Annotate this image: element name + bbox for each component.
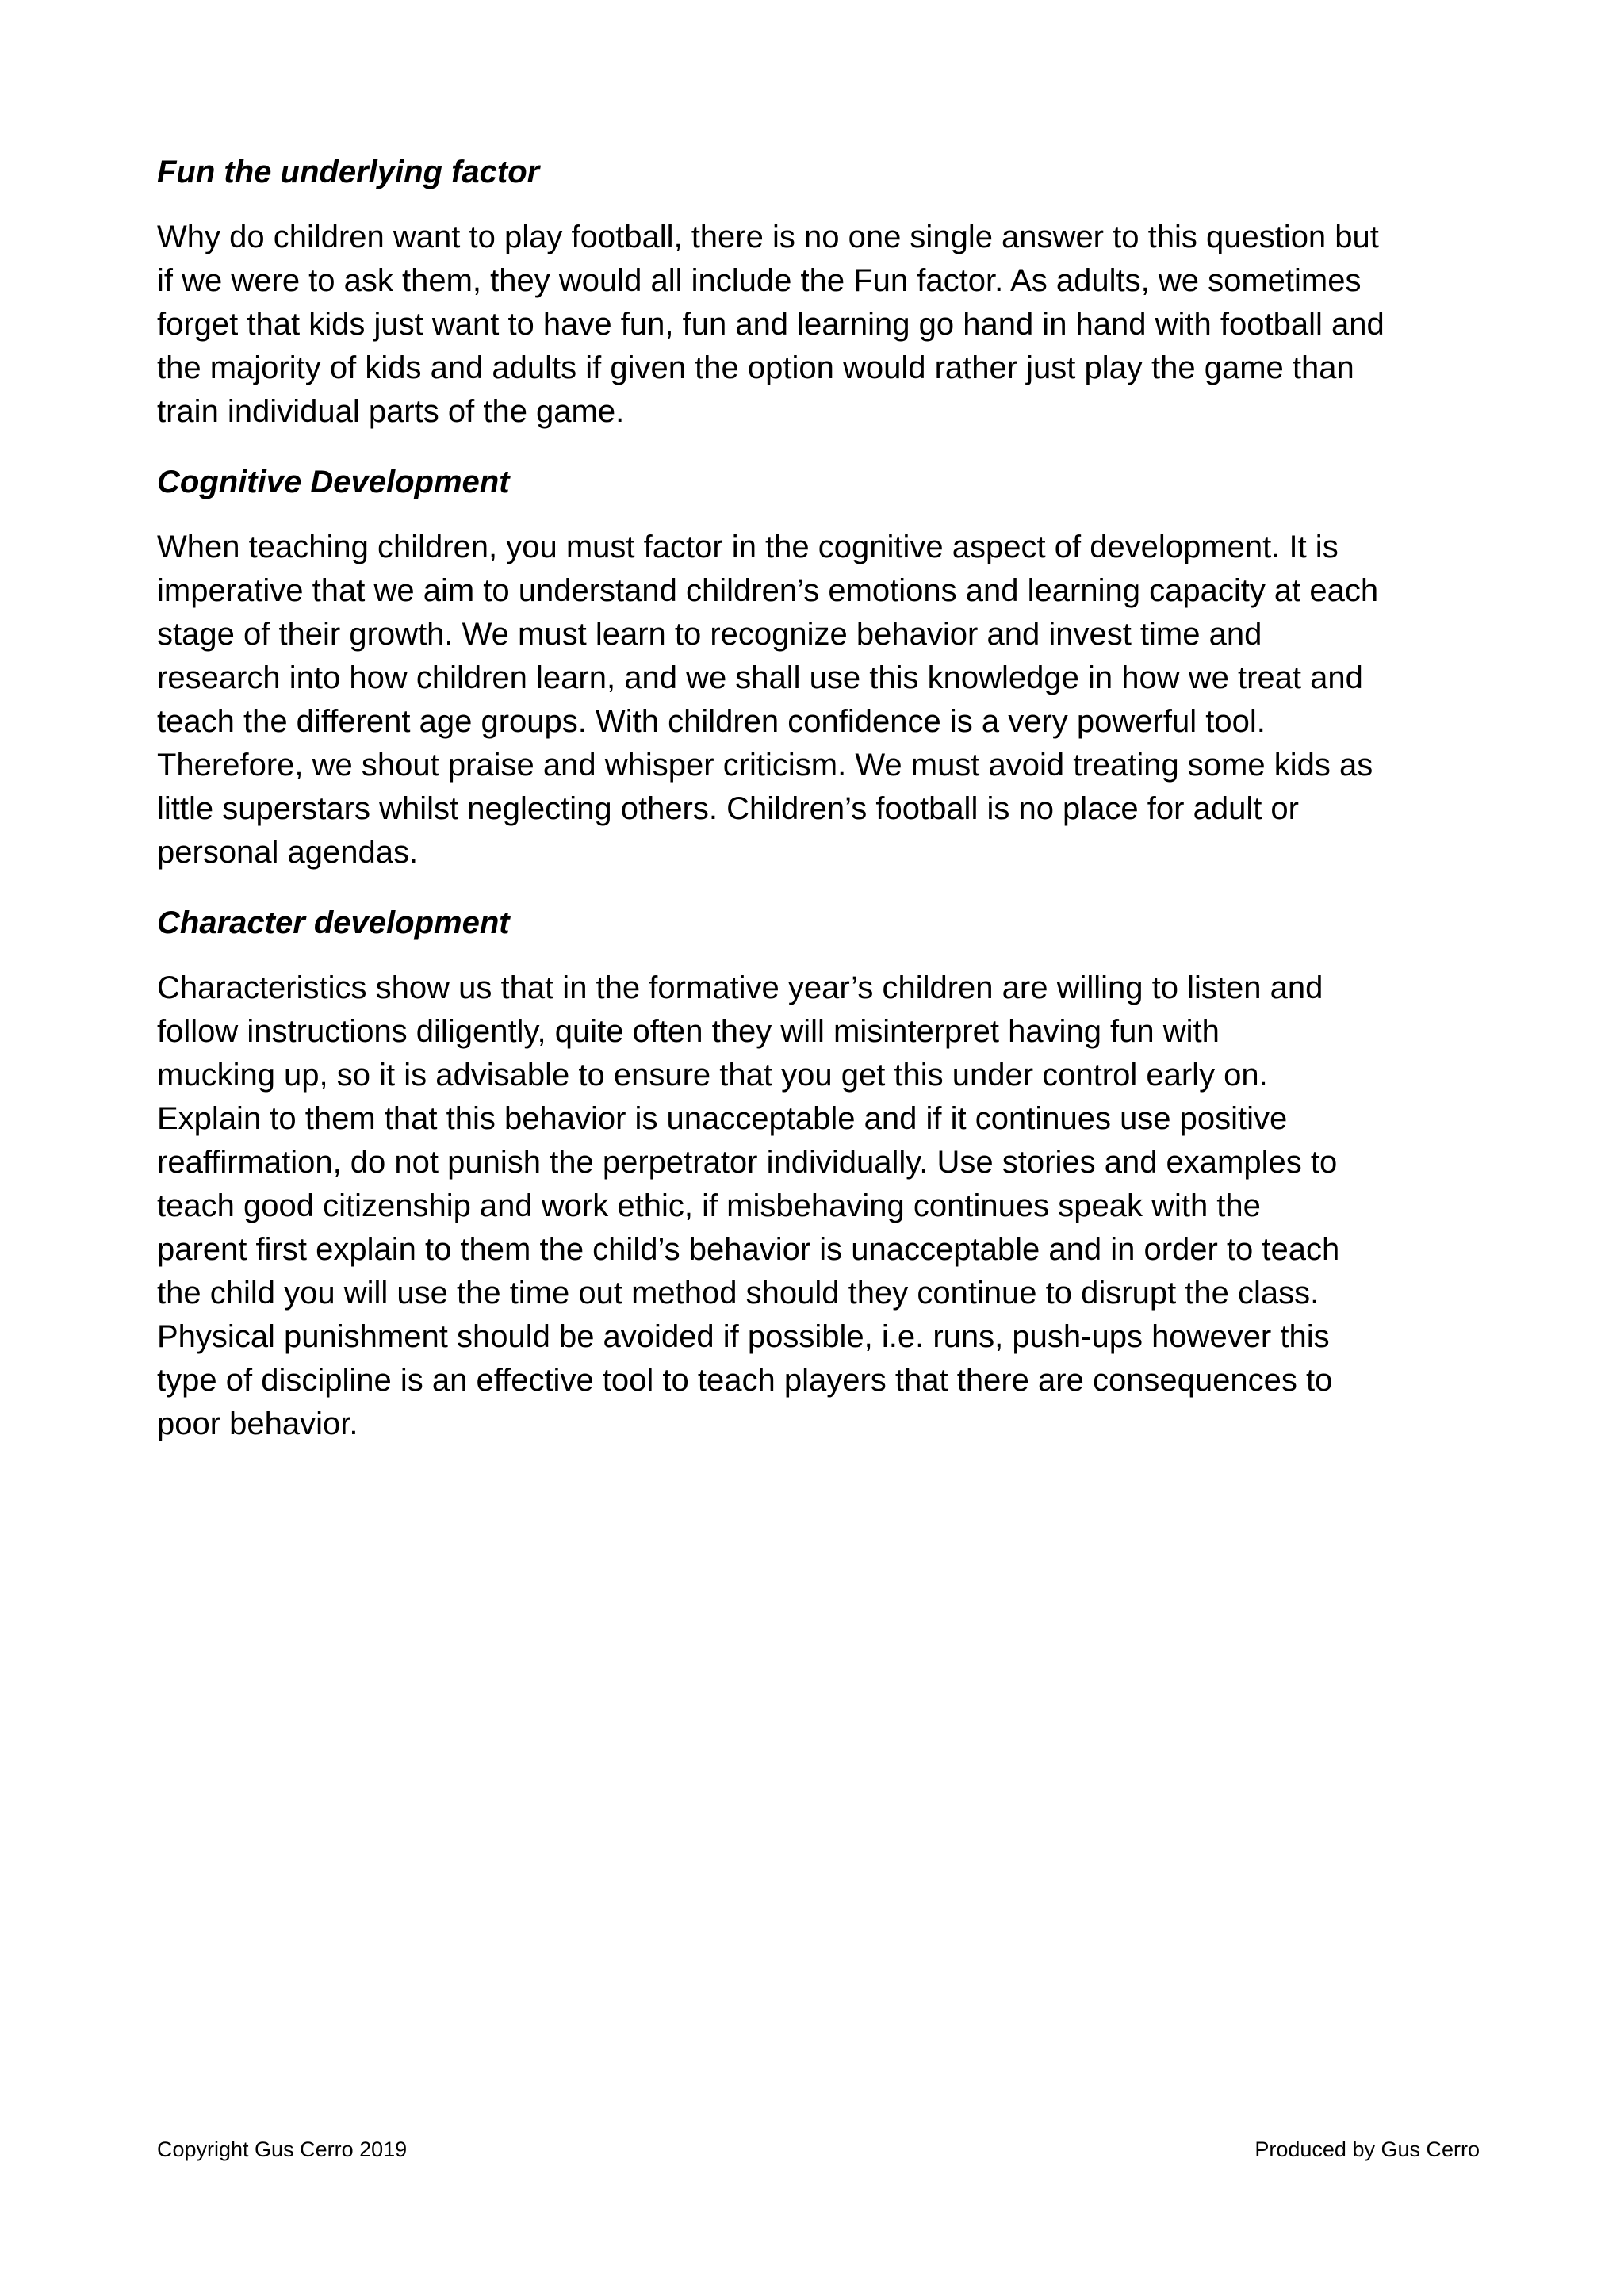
- body-line: Characteristics show us that in the formative year’s children are willing to listen and: [157, 970, 1323, 1005]
- body-line: teach the different age groups. With children confidence is a very powerful tool.: [157, 704, 1266, 739]
- footer-copyright: Copyright Gus Cerro 2019: [157, 2137, 408, 2161]
- body-line: When teaching children, you must factor in the cognitive aspect of development. It is: [157, 530, 1339, 564]
- body-line: the majority of kids and adults if given the option would rather just play the game than: [157, 350, 1354, 385]
- body-line: teach good citizenship and work ethic, if misbehaving continues speak with the: [157, 1188, 1261, 1223]
- section-body-cognitive: [157, 526, 1473, 874]
- body-line: Physical punishment should be avoided if possible, i.e. runs, push-ups however this: [157, 1319, 1330, 1354]
- body-line: parent first explain to them the child’s behavior is unacceptable and in order to teach: [157, 1232, 1340, 1267]
- body-line: poor behavior.: [157, 1406, 358, 1441]
- body-line: mucking up, so it is advisable to ensure that you get this under control early on.: [157, 1058, 1268, 1093]
- section-body-character: [157, 966, 1473, 1446]
- body-line: train individual parts of the game.: [157, 394, 625, 429]
- section-heading-fun: Fun the underlying factor: [157, 155, 540, 189]
- section-body-fun: [157, 216, 1473, 434]
- body-line: if we were to ask them, they would all include the Fun factor. As adults, we sometimes: [157, 263, 1362, 298]
- page-content: [157, 151, 1473, 1473]
- body-line: Therefore, we shout praise and whisper criticism. We must avoid treating some kids as: [157, 748, 1373, 783]
- body-line: forget that kids just want to have fun, fun and learning go hand in hand with football and: [157, 307, 1385, 342]
- section-heading-cognitive: Cognitive Development: [157, 465, 510, 499]
- body-line: imperative that we aim to understand children’s emotions and learning capacity at each: [157, 573, 1379, 608]
- body-line: reaffirmation, do not punish the perpetrator individually. Use stories and examples to: [157, 1145, 1338, 1180]
- body-line: research into how children learn, and we shall use this knowledge in how we treat and: [157, 660, 1363, 695]
- body-line: little superstars whilst neglecting others. Children’s football is no place for adult or: [157, 791, 1299, 826]
- footer-producer: Produced by Gus Cerro: [1254, 2137, 1480, 2161]
- body-line: personal agendas.: [157, 835, 419, 870]
- body-line: the child you will use the time out method should they continue to disrupt the class.: [157, 1276, 1320, 1311]
- body-line: stage of their growth. We must learn to recognize behavior and invest time and: [157, 617, 1262, 652]
- section-heading-character: Character development: [157, 905, 510, 940]
- body-line: Why do children want to play football, there is no one single answer to this question but: [157, 220, 1379, 254]
- body-line: type of discipline is an effective tool to teach players that there are consequences to: [157, 1363, 1333, 1398]
- body-line: follow instructions diligently, quite often they will misinterpret having fun with: [157, 1014, 1220, 1049]
- body-line: Explain to them that this behavior is unacceptable and if it continues use positive: [157, 1101, 1288, 1136]
